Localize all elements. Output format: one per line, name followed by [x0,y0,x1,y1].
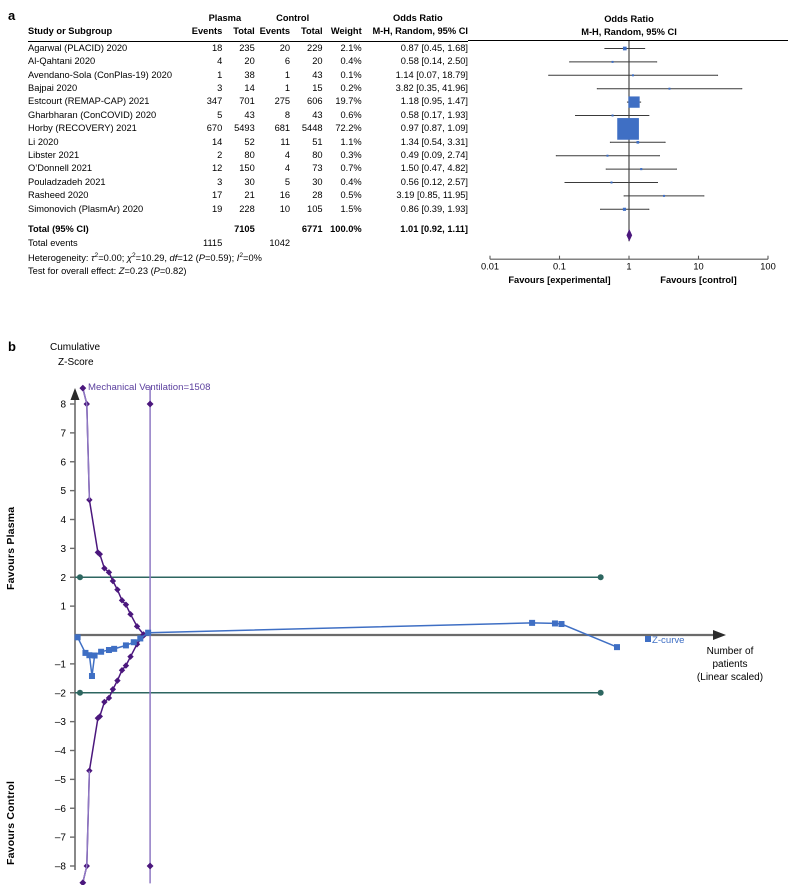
study-weight: 0.4% [340,56,362,67]
effect-size-square [640,168,642,170]
x-axis-label-line3: (Linear scaled) [696,672,764,683]
study-name: O’Donnell 2021 [28,163,93,174]
boundary-endpoint-marker [598,574,604,580]
control-total: 28 [312,190,323,201]
control-total: 80 [312,150,323,161]
control-events: 275 [274,96,291,107]
study-odds-ratio: 1.18 [0.95, 1.47] [400,96,468,107]
control-events: 4 [284,163,291,174]
study-weight: 1.1% [340,136,362,147]
boundary-start-marker [77,690,83,696]
control-events: 6 [284,56,291,67]
control-events: 681 [274,123,291,134]
forest-row-marker [549,74,718,76]
control-events: 11 [280,136,291,147]
panel-b-letter: b [8,339,16,354]
plasma-events: 12 [211,163,223,174]
study-weight: 0.2% [340,83,362,94]
control-total: 606 [307,96,323,107]
total-events-control: 1042 [269,237,291,248]
control-events: 1 [284,83,291,94]
total-events-plasma: 1115 [202,237,223,248]
study-name: Bajpai 2020 [28,83,78,94]
plasma-total: 228 [239,203,255,214]
table-row [28,95,468,108]
forest-row-marker [605,47,645,51]
forest-row-marker [606,168,676,170]
study-odds-ratio: 3.19 [0.85, 11.95] [396,190,468,201]
y-axis-title-line2: Z-Score [58,357,94,368]
axis-label-favours-control: Favours [control] [660,275,737,286]
study-odds-ratio: 0.58 [0.17, 1.93] [400,109,468,120]
forest-plot-graphic [468,8,788,328]
table-row [28,41,468,55]
z-curve-point [86,652,92,658]
table-row [28,69,468,82]
x-axis-arrow [713,630,726,640]
table-row [28,149,468,162]
y-axis-tick-label: –7 [54,832,66,844]
table-column-header-row [28,25,468,38]
control-total: 51 [312,136,323,147]
study-odds-ratio: 1.34 [0.54, 3.31] [400,136,468,147]
plasma-events: 17 [211,190,223,201]
y-axis-tick-label: –5 [54,774,66,786]
boundary-point [114,677,120,683]
plasma-total: 20 [244,56,255,67]
plasma-events: 347 [206,96,223,107]
study-weight: 2.1% [340,42,362,53]
boundary-point [114,586,120,592]
header-or-method: M-H, Random, 95% CI [372,26,468,37]
z-curve-point [558,621,564,627]
y-axis-title-line1: Cumulative [50,342,101,353]
study-odds-ratio: 0.49 [0.09, 2.74] [400,150,468,161]
y-axis-tick-label: 2 [60,572,66,584]
forest-row-marker [576,115,649,117]
header-plasma-events: Events [191,26,223,37]
chart-series [75,620,620,679]
panel-b-trial-sequential-analysis [0,330,788,885]
y-axis-tick-label: 5 [60,486,66,498]
forest-row-marker [610,141,665,144]
z-curve-point [137,635,143,641]
plasma-total: 701 [239,96,255,107]
table-group-header-row [28,12,468,25]
y-axis-tick-label: –3 [54,717,66,729]
plasma-events: 3 [217,176,223,187]
plasma-total: 14 [244,83,255,94]
boundary-endpoint-marker [598,690,604,696]
table-body-studies [28,41,468,216]
z-curve-point [92,653,98,659]
z-curve-point [98,649,104,655]
forest-row-marker [624,195,704,197]
header-weight: Weight [330,26,362,37]
effect-size-square [632,74,634,76]
control-events: 5 [284,176,291,187]
z-curve-point [89,673,95,679]
control-events: 1 [284,69,291,80]
x-axis-tick-label: 10 [693,261,704,272]
study-name: Gharbharan (ConCOVID) 2020 [28,109,157,120]
x-axis-label-line2: patients [712,659,748,670]
study-weight: 1.5% [340,203,362,214]
study-weight: 0.3% [340,150,362,161]
table-row [28,162,468,175]
table-row [28,136,468,149]
effect-size-square [612,61,614,63]
y-axis-tick-label: 1 [60,601,66,613]
study-weight: 0.7% [340,163,362,174]
study-weight: 0.6% [340,109,362,120]
chart-series [80,385,147,638]
z-curve-label: Z-curve [652,635,685,646]
table-row-total [28,223,468,236]
header-plasma-group: Plasma [208,13,242,23]
boundary-point [127,611,133,617]
study-name: Simonovich (PlasmAr) 2020 [28,203,144,214]
plasma-total: 21 [244,190,255,201]
control-events: 20 [279,42,291,53]
boundary-tail-upper-2 [87,404,90,500]
z-curve-point [123,642,129,648]
effect-size-square [617,118,639,140]
boundary-apex-marker-bottom [79,879,86,885]
plasma-events: 19 [211,203,223,214]
boundary-apex-marker-top [79,385,86,392]
z-curve-point [145,630,151,636]
plasma-events: 14 [211,136,223,147]
z-curve-point [614,644,620,650]
study-weight: 0.5% [340,190,362,201]
table-row [28,203,468,216]
plasma-events: 2 [217,150,223,161]
y-axis-tick-label: 4 [60,515,66,527]
forest-row-marker [565,182,657,184]
forest-row-marker [556,155,659,157]
x-axis-tick-label: 1 [626,261,632,272]
study-odds-ratio: 0.56 [0.12, 2.57] [400,176,468,187]
study-name: Avendano-Sola (ConPlas-19) 2020 [28,69,173,80]
boundary-point [110,578,116,584]
plasma-events: 18 [211,42,223,53]
total-events-label: Total events [28,237,78,248]
study-name: Horby (RECOVERY) 2021 [28,123,137,134]
table-row [28,122,468,135]
effect-size-square [668,88,670,90]
meta-analysis-table [28,12,468,250]
forest-row-marker [601,208,649,211]
table-row [28,109,468,122]
plasma-events: 4 [217,56,223,67]
table-row [28,55,468,68]
study-odds-ratio: 0.58 [0.14, 2.50] [400,56,468,67]
boundary-tail-lower [87,771,90,866]
z-curve-point [106,647,112,653]
study-name: Pouladzadeh 2021 [28,176,106,187]
study-weight: 19.7% [335,96,362,107]
study-name: Al-Qahtani 2020 [28,56,96,67]
study-name: Libster 2021 [28,150,80,161]
effect-size-square [623,208,626,211]
plasma-events: 670 [206,123,223,134]
effect-size-square [610,182,612,184]
y-axis-tick-label: 6 [60,457,66,469]
forest-row-marker [570,61,657,63]
plasma-events: 3 [217,83,223,94]
plasma-events: 5 [217,109,223,120]
boundary-point [127,653,133,659]
y-axis-label-favours-plasma: Favours Plasma [5,506,17,590]
control-total: 229 [307,42,323,53]
header-control-events: Events [259,26,291,37]
chart-series [80,632,147,885]
plasma-events: 1 [217,69,223,80]
plasma-total: 43 [244,109,255,120]
z-curve-point [131,639,137,645]
control-events: 10 [279,203,291,214]
study-odds-ratio: 0.86 [0.39, 1.93] [400,203,468,214]
series-line [78,623,617,676]
effect-size-square [623,47,627,51]
table-row [28,82,468,95]
plot-header-odds-ratio: Odds Ratio [604,14,654,24]
boundary-point [110,686,116,692]
forest-row-marker [617,118,639,140]
y-axis-tick-label: 3 [60,543,66,555]
header-control-total: Total [301,26,323,37]
z-curve-point [75,634,81,640]
total-label: Total (95% CI) [28,224,89,235]
panel-a-forest-plot [0,0,788,330]
control-events: 16 [279,190,291,201]
table-row [28,176,468,189]
study-odds-ratio: 0.87 [0.45, 1.68] [400,42,468,53]
overall-effect-statistics: Test for overall effect: Z=0.23 (P=0.82) [28,265,187,276]
x-axis-tick-label: 0.1 [553,261,566,272]
effect-size-square [628,96,639,107]
plasma-total: 52 [244,136,255,147]
header-control-group: Control [276,13,310,23]
x-axis-tick-label: 0.01 [480,261,500,272]
summary-diamond [626,229,632,241]
control-total: 43 [312,109,323,120]
effect-size-square [663,195,665,197]
study-weight: 0.4% [340,176,362,187]
z-curve-point [529,620,535,626]
control-total: 30 [312,176,323,187]
total-plasma-n: 7105 [234,224,255,235]
y-axis-tick-label: –1 [54,659,66,671]
plasma-total: 5493 [234,123,255,134]
y-axis-tick-label: –8 [54,861,66,873]
study-weight: 72.2% [335,123,362,134]
header-odds-ratio-group: Odds Ratio [393,13,443,23]
study-name: Estcourt (REMAP-CAP) 2021 [28,96,150,107]
axis-label-favours-experimental: Favours [experimental] [508,275,611,286]
y-axis-tick-label: 7 [60,428,66,440]
forest-plot-table [28,12,468,277]
effect-size-square [612,115,614,117]
study-name: Rasheed 2020 [28,190,89,201]
y-axis-tick-label: –6 [54,803,66,815]
total-control-n: 6771 [301,224,323,235]
effect-size-square [636,141,639,144]
control-events: 8 [284,109,291,120]
study-weight: 0.1% [340,69,362,80]
ris-line-marker [147,401,154,408]
x-axis-tick-label: 100 [760,261,776,272]
header-plasma-total: Total [233,26,255,37]
table-row [28,189,468,202]
plasma-total: 80 [244,150,255,161]
study-odds-ratio: 1.14 [0.07, 18.79] [395,69,468,80]
y-axis-tick-label: 8 [60,399,66,411]
study-name: Agarwal (PLACID) 2020 [28,42,128,53]
heterogeneity-statistics: Heterogeneity: $\tau^2=0.00$; $\chi^2=10.29$, df=12 (P=0.59); $I^2=0\%$ [28,251,262,263]
effect-size-square [606,155,608,157]
plasma-total: 38 [244,69,255,80]
control-total: 105 [307,203,323,214]
table-row-total-events [28,237,468,250]
control-events: 4 [284,150,291,161]
total-weight: 100.0% [330,224,362,235]
z-curve-point [552,620,558,626]
y-axis-tick-label: –2 [54,688,66,700]
study-odds-ratio: 0.97 [0.87, 1.09] [400,123,468,134]
forest-row-marker [597,88,741,90]
header-study: Study or Subgroup [28,26,113,37]
y-axis-tick-label: –4 [54,746,66,758]
control-total: 43 [312,69,323,80]
forest-row-marker [627,96,640,107]
z-curve-legend-marker [645,636,651,642]
z-curve-point [111,646,117,652]
boundary-start-marker [77,574,83,580]
control-total: 5448 [301,123,323,134]
panel-a-letter: a [8,8,16,23]
plasma-total: 30 [244,176,255,187]
control-total: 15 [312,83,323,94]
ris-annotation-label: Mechanical Ventilation=1508 [88,382,211,393]
plasma-total: 150 [239,163,255,174]
control-total: 20 [312,56,323,67]
control-total: 73 [312,163,323,174]
study-name: Li 2020 [28,136,59,147]
study-odds-ratio: 3.82 [0.35, 41.96] [395,83,468,94]
series-line [83,388,144,634]
total-odds-ratio: 1.01 [0.92, 1.11] [400,224,468,235]
plasma-total: 235 [239,42,255,53]
plot-header-method: M-H, Random, 95% CI [581,27,677,37]
table-spacer [28,216,468,223]
tsa-chart-graphic [0,330,788,885]
y-axis-label-favours-control: Favours Control [5,780,17,865]
study-odds-ratio: 1.50 [0.47, 4.82] [400,163,468,174]
ris-line-marker [147,863,154,870]
x-axis-label-line1: Number of [706,646,754,657]
y-axis-arrow [71,388,80,400]
